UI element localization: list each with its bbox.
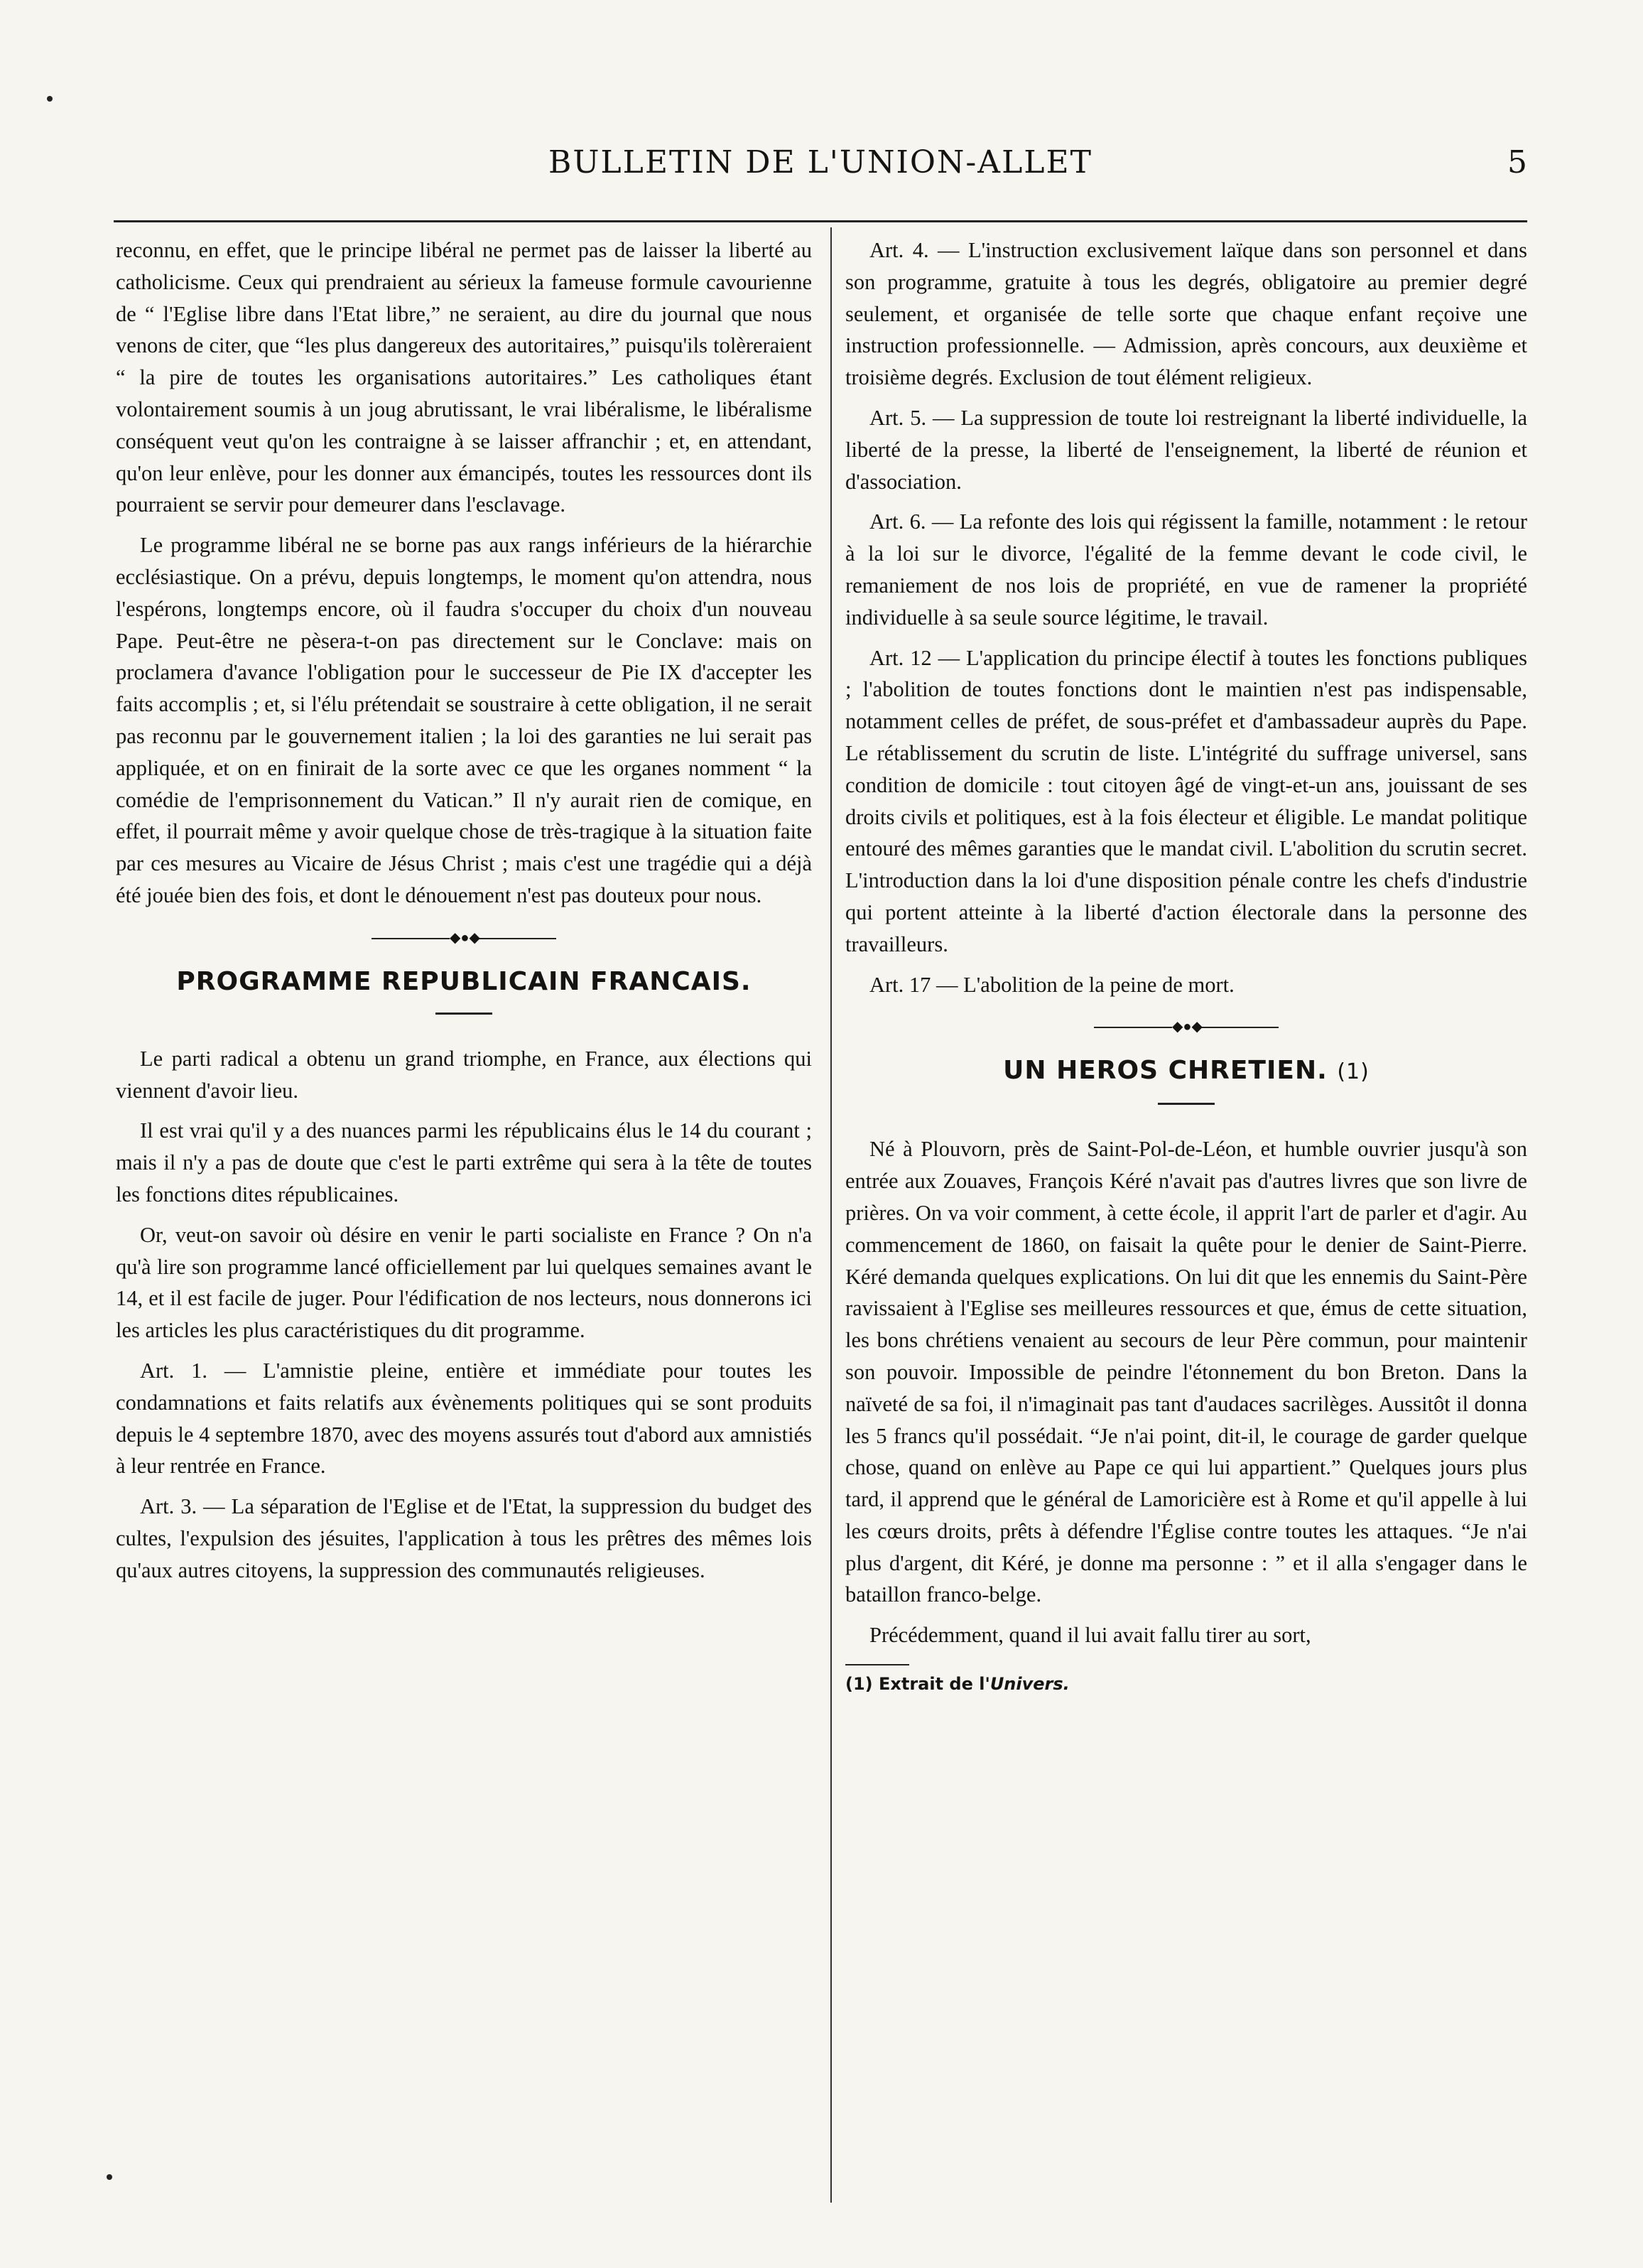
article-3: Art. 3. — La séparation de l'Eglise et de l'Etat, la suppression du budget des cultes, l'expulsion des jésuites, l'application à tous les prêtres des mêmes lois qu'aux autres citoyens, la suppression des communautés religieuses. <box>116 1494 812 1582</box>
running-title: BULLETIN DE L'UNION-ALLET <box>548 144 1092 180</box>
footnote-marker: (1) <box>1337 1059 1370 1085</box>
paragraph: Il est vrai qu'il y a des nuances parmi les républicains élus le 14 du courant ; mais il n'y a pas de doute que c'est le parti extrême qui sera à la tête de toutes les fonctions dites républicaines. <box>116 1118 812 1206</box>
paragraph: reconnu, en effet, que le principe libéral ne permet pas de laisser la liberté au catholicisme. Ceux qui prendraient au sérieux la fameuse formule cavourienne de “ l'Eglise libre dans l'Etat libre,” ne seraient, au dire du journal que nous venons de citer, que “les plus dangereux des autoritaires,” puisqu'ils tolèreraient “ la pire de toutes les organisations autoritaires.” Les catholiques étant volontairement soumis à un joug abrutissant, le vrai libéralisme, le libéralisme conséquent veut qu'on les contraigne à se laisser affranchir ; et, en attendant, qu'on leur enlève, pour les donner aux émancipés, toutes les ressources dont ils pourraient se servir pour demeurer dans l'esclavage. <box>116 238 812 517</box>
article-4: Art. 4. — L'instruction exclusivement laïque dans son personnel et dans son programme, gratuite à tous les degrés, obligatoire au premier degré seulement, et organisée de telle sorte que chaque enfant reçoive une instruction professionnelle. — Admission, après concours, aux deuxième et troisième degrés. Exclusion de tout élément religieux. <box>845 238 1527 390</box>
right-column <box>845 234 1527 1695</box>
page-number: 5 <box>1507 144 1527 180</box>
margin-dot-bottom <box>107 2174 112 2180</box>
footnote-rule <box>845 1664 909 1665</box>
footnote <box>845 1673 1527 1695</box>
footnote-source: Univers. <box>989 1674 1070 1695</box>
section-divider: ◆●◆ <box>116 932 812 946</box>
paragraph: Le parti radical a obtenu un grand triomphe, en France, aux élections qui viennent d'avoir lieu. <box>116 1046 812 1103</box>
header-rule <box>114 220 1527 222</box>
article-6: Art. 6. — La refonte des lois qui régissent la famille, notamment : le retour à la loi sur le divorce, l'égalité de la femme devant le code civil, le remaniement de nos lois de propriété, en vue de ramener la propriété individuelle à sa seule source légitime, le travail. <box>845 509 1527 630</box>
article-12: Art. 12 — L'application du principe électif à toutes les fonctions publiques ; l'abolition de toutes fonctions dont le maintien n'est pas indispensable, notamment celles de préfet, de sous-préfet et d'ambassadeur auprès du Pape. Le rétablissement du scrutin de liste. L'intégrité du suffrage universel, sans condition de domicile : tout citoyen âgé de vingt-et-un ans, jouissant de ses droits civils et politiques, est à la fois électeur et éligible. Le mandat politique entouré des mêmes garanties que le mandat civil. L'abolition du scrutin secret. L'introduction dans la loi d'une disposition pénale contre les chefs d'industrie qui portent atteinte à la liberté d'action électorale dans la personne des travailleurs. <box>845 645 1527 956</box>
paragraph: Le programme libéral ne se borne pas aux rangs inférieurs de la hiérarchie ecclésiastique. On a prévu, depuis longtemps, le moment qu'on attendra, nous l'espérons, longtemps encore, où il faudra s'occuper du choix d'un nouveau Pape. Peut-être ne pèsera-t-on pas directement sur le Conclave: mais on proclamera d'avance l'obligation pour le successeur de Pie IX d'accepter les faits accomplis ; et, si l'élu prétendait se soustraire à cette obligation, il ne serait pas reconnu par le gouvernement italien ; la loi des garanties ne lui serait pas appliquée, et on en finirait de la sorte avec ce que les organes nomment “ la comédie de l'emprisonnement du Vatican.” Il n'y aurait rien de comique, en effet, il pourrait même y avoir quelque chose de très-tragique à la situation faite par ces mesures au Vicaire de Jésus Christ ; mais c'est une tragédie qui a déjà été jouée bien des fois, et dont le dénouement n'est pas douteux pour nous. <box>116 533 812 907</box>
page-header <box>114 139 1527 188</box>
article-1: Art. 1. — L'amnistie pleine, entière et immédiate pour toutes les condamnations et faits relatifs aux évènements politiques qui se sont produits depuis le 4 septembre 1870, avec des moyens assurés tout d'abord aux amnistiés à leur rentrée en France. <box>116 1358 812 1479</box>
paragraph: Précédemment, quand il lui avait fallu tirer au sort, <box>869 1623 1311 1648</box>
article-17: Art. 17 — L'abolition de la peine de mort. <box>869 972 1235 997</box>
paragraph: Né à Plouvorn, près de Saint-Pol-de-Léon, et humble ouvrier jusqu'à son entrée aux Zouaves, François Kéré n'avait pas d'autres livres que son livre de prières. On va voir comment, à cette école, il apprit l'art de parler et d'agir. Au commencement de 1860, on faisait la quête pour le denier de Saint-Pierre. Kéré demanda quelques explications. On lui dit que les ennemis du Saint-Père ravissaient à l'Eglise ses meilleures ressources et que, émus de cette situation, les bons chrétiens venaient au secours de leur Père commun, pour maintenir son pouvoir. Impossible de peindre l'étonnement du bon Breton. Dans la naïveté de sa foi, il n'imaginait pas tant d'audaces sacrilèges. Aussitôt il donna les 5 francs qu'il possédait. “Je n'ai point, dit-il, le courage de garder quelque chose, quand on enlève au Pape ce qui lui appartient.” Quelques jours plus tard, il apprend que le général de Lamoricière est à Rome et qu'il appelle à lui les cœurs droits, prêts à défendre l'Église contre toutes les attaques. “Je n'ai plus d'argent, dit Kéré, je donne ma personne : ” et il alla s'engager dans le bataillon franco-belge. <box>845 1137 1527 1607</box>
title-rule <box>1158 1103 1215 1105</box>
margin-dot-top <box>47 96 53 102</box>
left-column <box>116 234 812 1594</box>
article-5: Art. 5. — La suppression de toute loi restreignant la liberté individuelle, la liberté de la presse, la liberté de l'enseignement, la liberté de réunion et d'association. <box>845 405 1527 494</box>
section-divider: ◆●◆ <box>845 1020 1527 1035</box>
title-rule <box>435 1012 492 1015</box>
column-divider <box>830 227 832 2203</box>
section-title <box>845 1053 1527 1090</box>
footnote-text: (1) Extrait de l' <box>845 1674 990 1695</box>
section-title-text: UN HEROS CHRETIEN. <box>1003 1056 1328 1086</box>
paragraph: Or, veut-on savoir où désire en venir le parti socialiste en France ? On n'a qu'à lire son programme lancé officiellement par lui quelques semaines avant le 14, et il est facile de juger. Pour l'édification de nos lecteurs, nous donnerons ici les articles les plus caractéristiques du dit programme. <box>116 1222 812 1343</box>
section-title: PROGRAMME REPUBLICAIN FRANCAIS. <box>176 966 752 996</box>
